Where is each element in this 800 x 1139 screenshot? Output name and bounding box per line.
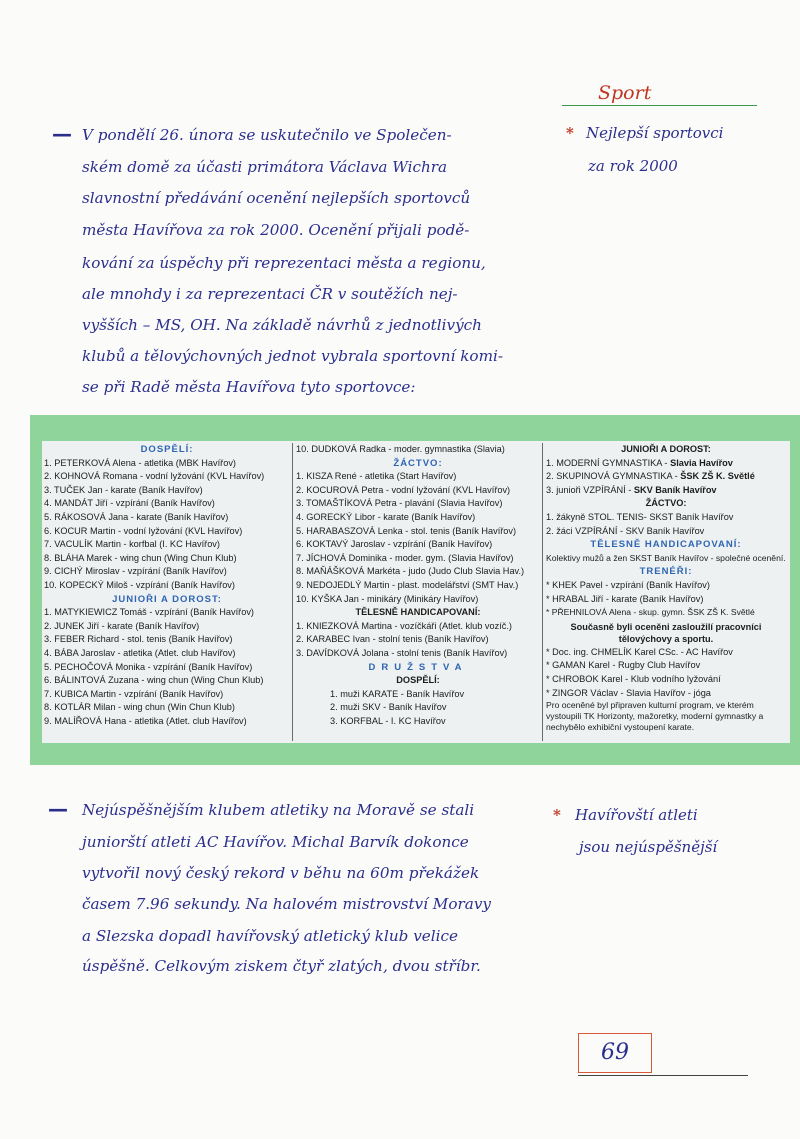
item-club: SKV Baník Havířov: [633, 484, 717, 495]
list-item: 1. žákyně STOL. TENIS- SKST Baník Havířov: [546, 511, 734, 522]
list-item: 9. NEDOJEDLÝ Martin - plast. modelářství (SMT Hav.): [296, 579, 519, 590]
list-item: [546, 470, 786, 484]
newspaper-clipping: [30, 415, 800, 765]
clipping-column-2: [296, 443, 540, 728]
asterisk-icon: *: [553, 806, 561, 824]
list-item: 1. KISZA René - atletika (Start Havířov): [296, 471, 457, 482]
list-item: [546, 484, 786, 498]
list-item: 8. MAŇÁŠKOVÁ Markéta - judo (Judo Club Slavia Hav.): [296, 566, 525, 577]
item-text: 2. SKUPINOVÁ GYMNASTIKA -: [546, 471, 681, 482]
list-item: * HRABAL Jiří - karate (Baník Havířov): [546, 593, 704, 604]
asterisk-icon: *: [566, 124, 574, 142]
list-item: 10. KOPECKÝ Miloš - vzpírání (Baník Havířov): [44, 579, 235, 590]
list-item: 6. KOCUR Martin - vodní lyžování (KVL Havířov): [44, 525, 243, 536]
clipping-column-1: [44, 443, 290, 728]
list-item: 8. KOTLÁR Milan - wing chun (Win Chun Klub): [44, 702, 235, 713]
list-item: 5. PECHOČOVÁ Monika - vzpírání (Baník Havířov): [44, 661, 253, 672]
list-item: Kolektivy mužů a žen SKST Baník Havířov - společné ocenění.: [546, 552, 786, 563]
list-item: * PŘEHNILOVÁ Alena - skup. gymn. ŠSK ZŠ K. Světlé: [546, 607, 755, 618]
list-item: 2. muži SKV - Baník Havířov: [330, 702, 447, 713]
item-club: Slavia Havířov: [670, 457, 733, 468]
list-item: 1. MATYKIEWICZ Tomáš - vzpírání (Baník Havířov): [44, 607, 254, 618]
list-item: 2. KOHNOVÁ Romana - vodní lyžování (KVL Havířov): [44, 471, 265, 482]
list-item: 10. KYŠKA Jan - minikáry (Minikáry Havířov): [296, 593, 479, 604]
section-heading: TĚLESNĚ HANDICAPOVANÍ:: [590, 539, 742, 551]
bullet-dash-2: —: [48, 797, 68, 821]
bullet-dash-1: —: [52, 122, 72, 146]
list-item: 2. KOCUROVÁ Petra - vodní lyžování (KVL Havířov): [296, 484, 511, 495]
closing-text: Pro oceněné byl připraven kulturní program, ve kterém vystoupili TK Horizonty, mažoretky, moderní gymnastky a nechybělo exhibiční vystoupení karate.: [546, 700, 764, 733]
list-item: * ZINGOR Václav - Slavia Havířov - jóga: [546, 687, 711, 698]
column-divider: [292, 443, 293, 741]
list-item: 10. DUDKOVÁ Radka - moder. gymnastika (Slavia): [296, 444, 505, 454]
list-item: 2. žáci VZPÍRÁNÍ - SKV Baník Havířov: [546, 525, 705, 536]
clipping-column-3: [546, 443, 786, 733]
heading-underline: [562, 105, 757, 106]
list-item: * Doc. ing. CHMELÍK Karel CSc. - AC Havířov: [546, 646, 733, 657]
item-club: ŠSK ZŠ K. Světlé: [680, 471, 755, 482]
list-item: 4. BÁBA Jaroslav - atletika (Atlet. club Havířov): [44, 647, 236, 658]
list-item: 9. MALÍŘOVÁ Hana - atletika (Atlet. club Havířov): [44, 715, 247, 726]
list-item: 4. MANDÁT Jiří - vzpírání (Baník Havířov): [44, 498, 215, 509]
section-heading: DOSPĚLÍ:: [140, 444, 194, 455]
clipping-paper: [42, 441, 790, 743]
list-item: * KHEK Pavel - vzpírání (Baník Havířov): [546, 579, 710, 590]
list-item: 8. BLÁHA Marek - wing chun (Wing Chun Klub): [44, 552, 237, 563]
note-line: Nejlepší sportovci: [586, 124, 724, 142]
list-item: 3. TOMAŠTÍKOVÁ Petra - plavání (Slavia Havířov): [296, 498, 503, 509]
section-heading: DRUŽSTVA: [368, 661, 468, 673]
list-item: 6. KOKTAVÝ Jaroslav - vzpírání (Baník Havířov): [296, 539, 493, 550]
section-heading: TRENÉŘI:: [639, 566, 693, 578]
list-item: 7. VACULÍK Martin - korfbal (I. KC Havířov): [44, 539, 220, 550]
section-heading: DOSPĚLÍ:: [396, 675, 440, 686]
page-number-rule: [578, 1075, 748, 1076]
note-line: za rok 2000: [588, 157, 678, 175]
item-text: 3. junioři VZPÍRÁNÍ -: [546, 484, 634, 495]
list-item: 1. KNIEZKOVÁ Martina - vozíčkáři (Atlet. klub vozíč.): [296, 620, 512, 631]
page-number: 69: [601, 1040, 629, 1065]
list-item: 1. PETERKOVÁ Alena - atletika (MBK Havířov): [44, 457, 236, 468]
list-item: 2. JUNEK Jiří - karate (Baník Havířov): [44, 620, 200, 631]
list-item: 3. DAVÍDKOVÁ Jolana - stolní tenis (Baník Havířov): [296, 647, 508, 658]
list-item: 2. KARABEC Ivan - stolní tenis (Baník Havířov): [296, 634, 489, 645]
list-item: 4. GORECKÝ Libor - karate (Baník Havířov): [296, 511, 476, 522]
section-heading: JUNIOŘI A DOROST:: [112, 593, 222, 605]
list-item: [546, 457, 786, 471]
list-item: 3. KORFBAL - I. KC Havířov: [330, 715, 446, 726]
note-line: Havířovští atleti: [575, 806, 698, 824]
section-heading: Současně byli oceněni zasloužilí pracovníci tělovýchovy a sportu.: [570, 621, 762, 644]
section-heading: ŽÁCTVO:: [393, 457, 443, 469]
note-line: jsou nejúspěšnější: [579, 838, 718, 856]
list-item: 3. FEBER Richard - stol. tenis (Baník Havířov): [44, 634, 233, 645]
list-item: 9. CICHÝ Miroslav - vzpírání (Baník Havířov): [44, 566, 227, 577]
page-number-box: [578, 1033, 652, 1073]
list-item: * CHROBOK Karel - Klub vodního lyžování: [546, 673, 721, 684]
column-divider: [542, 443, 543, 741]
page-heading-sport: Sport: [598, 82, 652, 104]
section-heading: TĚLESNĚ HANDICAPOVANÍ:: [355, 607, 481, 618]
list-item: * GAMAN Karel - Rugby Club Havířov: [546, 660, 701, 671]
list-item: 3. TUČEK Jan - karate (Baník Havířov): [44, 484, 203, 495]
section-heading: ŽÁCTVO:: [645, 498, 687, 509]
list-item: 5. HARABASZOVÁ Lenka - stol. tenis (Baník Havířov): [296, 525, 517, 536]
list-item: 1. muži KARATE - Baník Havířov: [330, 688, 465, 699]
list-item: 7. KUBICA Martin - vzpírání (Baník Havířov): [44, 688, 224, 699]
list-item: 5. RÁKOSOVÁ Jana - karate (Baník Havířov): [44, 511, 229, 522]
list-item: 6. BÁLINTOVÁ Zuzana - wing chun (Wing Chun Klub): [44, 675, 264, 686]
section-heading: JUNIOŘI A DOROST:: [621, 444, 711, 454]
list-item: 7. JÍCHOVÁ Dominika - moder. gym. (Slavia Havířov): [296, 552, 514, 563]
item-text: 1. MODERNÍ GYMNASTIKA -: [546, 457, 671, 468]
